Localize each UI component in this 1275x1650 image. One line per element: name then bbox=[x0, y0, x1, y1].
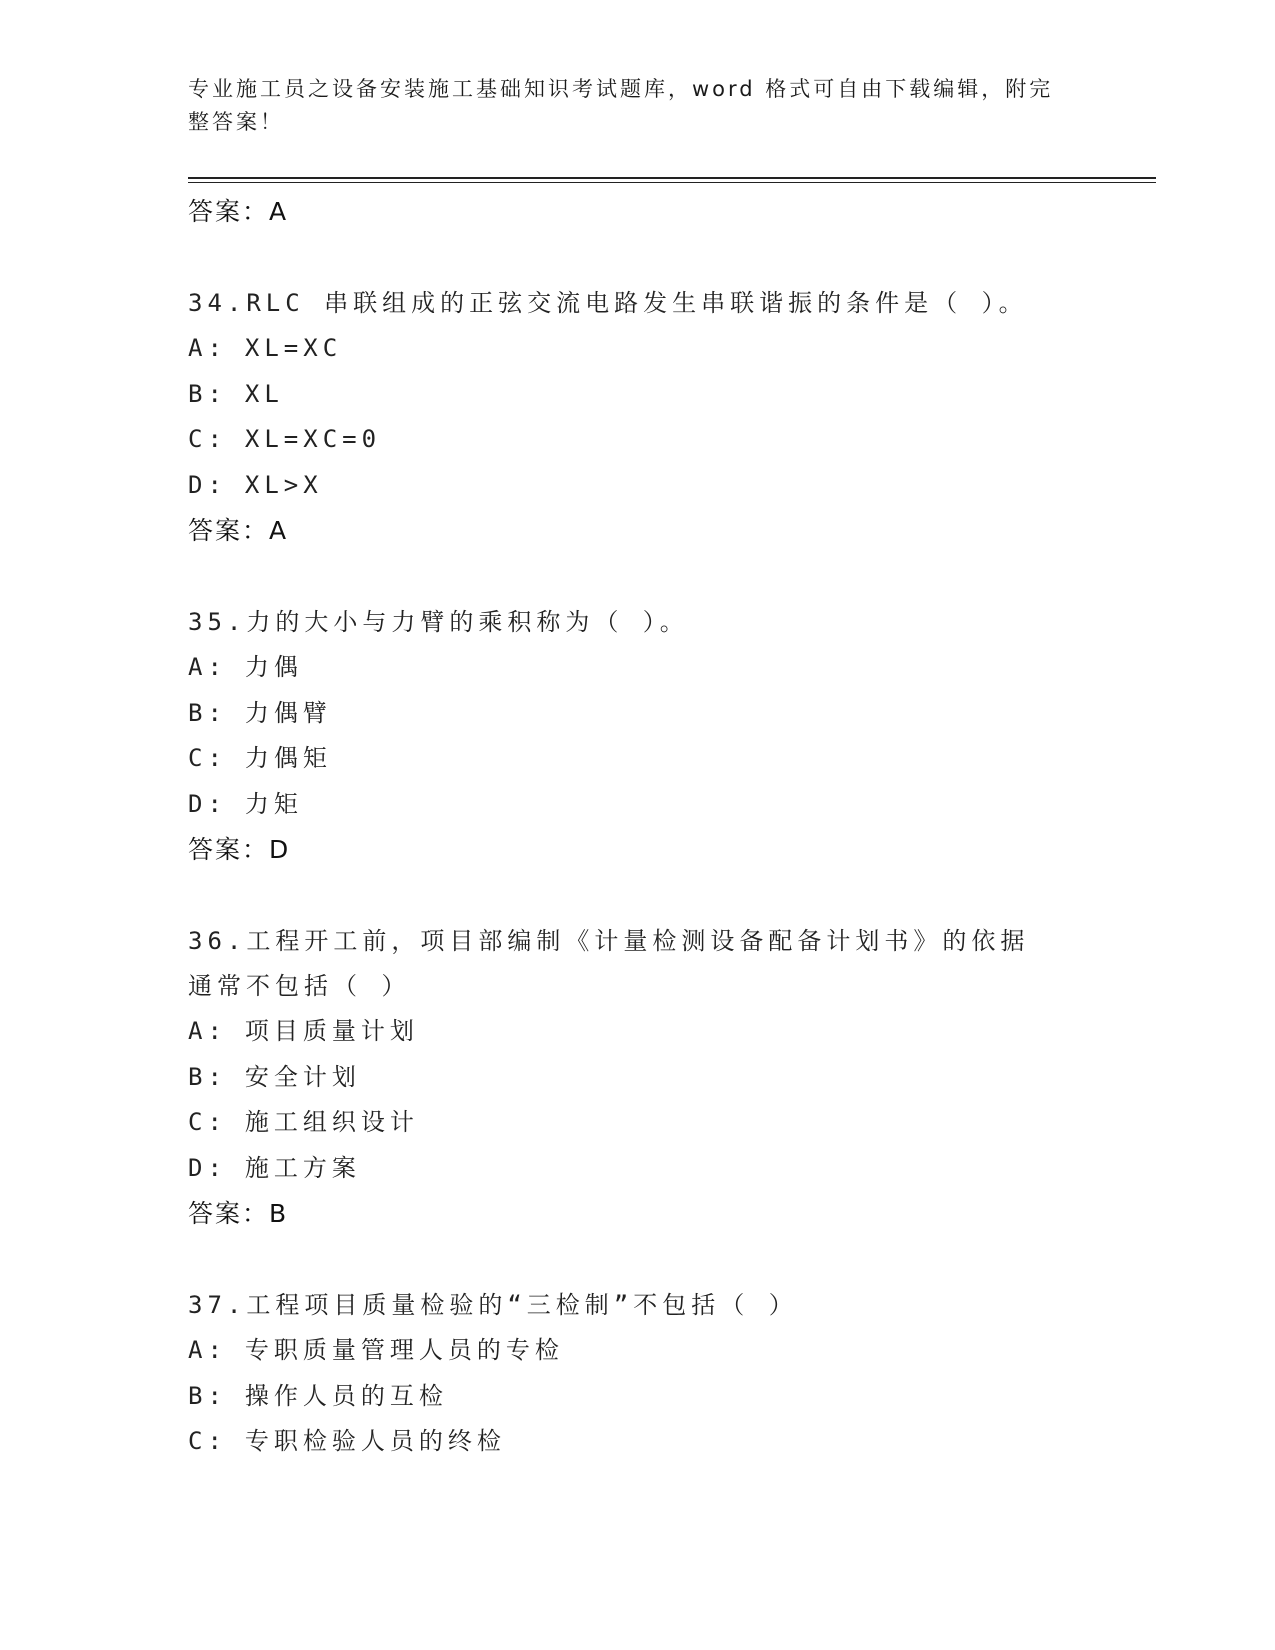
option-key: D: bbox=[188, 1153, 227, 1182]
option-text: XL bbox=[244, 379, 284, 408]
spacer bbox=[188, 234, 1088, 281]
option-b bbox=[188, 1055, 1088, 1101]
option-d bbox=[188, 1146, 1088, 1192]
option-text: 力矩 bbox=[244, 789, 303, 818]
option-d bbox=[188, 463, 1088, 509]
option-key: A: bbox=[188, 1017, 227, 1045]
option-c bbox=[188, 736, 1088, 782]
option-key: D: bbox=[188, 789, 227, 818]
option-a bbox=[188, 645, 1088, 691]
option-key: B: bbox=[188, 698, 227, 727]
option-text: 项目质量计划 bbox=[244, 1017, 419, 1045]
option-key: A: bbox=[188, 1336, 227, 1364]
answer-line: 答案：B bbox=[188, 1199, 289, 1228]
option-text: 力偶 bbox=[244, 653, 303, 681]
question-item bbox=[188, 919, 1088, 1236]
option-text: 安全计划 bbox=[244, 1062, 361, 1091]
option-b bbox=[188, 691, 1088, 737]
option-key: B: bbox=[188, 1381, 227, 1410]
option-text: XL=XC=0 bbox=[244, 425, 382, 453]
option-b bbox=[188, 1374, 1088, 1420]
option-key: B: bbox=[188, 379, 227, 408]
option-key: A: bbox=[188, 334, 227, 362]
question-text: 36.工程开工前，项目部编制《计量检测设备配备计划书》的依据通常不包括（ ） bbox=[188, 927, 1030, 1000]
question-item bbox=[188, 281, 1088, 553]
option-text: XL>X bbox=[244, 470, 323, 499]
option-text: 施工方案 bbox=[244, 1153, 361, 1182]
question-text: 37.工程项目质量检验的“三检制”不包括（ ） bbox=[188, 1291, 798, 1319]
option-a bbox=[188, 326, 1088, 372]
option-key: C: bbox=[188, 1427, 227, 1455]
option-text: 施工组织设计 bbox=[244, 1108, 419, 1136]
question-list bbox=[188, 189, 1088, 1465]
option-key: C: bbox=[188, 744, 227, 772]
option-key: B: bbox=[188, 1062, 227, 1091]
option-text: 专职质量管理人员的专检 bbox=[244, 1336, 564, 1364]
option-c bbox=[188, 1100, 1088, 1146]
option-text: 专职检验人员的终检 bbox=[244, 1427, 506, 1455]
option-a bbox=[188, 1328, 1088, 1374]
option-text: XL=XC bbox=[244, 334, 343, 362]
option-d bbox=[188, 782, 1088, 828]
spacer bbox=[188, 872, 1088, 919]
spacer bbox=[188, 553, 1088, 600]
option-key: C: bbox=[188, 425, 227, 453]
header-divider bbox=[188, 177, 1156, 179]
option-c bbox=[188, 1419, 1088, 1465]
question-text: 34.RLC 串联组成的正弦交流电路发生串联谐振的条件是（ ）。 bbox=[188, 289, 1028, 317]
option-text: 力偶臂 bbox=[244, 698, 332, 727]
answer-line: 答案：D bbox=[188, 835, 291, 864]
document-header: 专业施工员之设备安装施工基础知识考试题库，word 格式可自由下载编辑，附完整答案！ bbox=[188, 77, 1054, 134]
option-b bbox=[188, 372, 1088, 418]
header-divider-thin bbox=[188, 182, 1156, 183]
option-text: 力偶矩 bbox=[244, 744, 332, 772]
option-a bbox=[188, 1009, 1088, 1055]
answer-line: 答案：A bbox=[188, 197, 289, 226]
option-c bbox=[188, 417, 1088, 463]
option-key: A: bbox=[188, 653, 227, 681]
question-item bbox=[188, 600, 1088, 872]
option-key: C: bbox=[188, 1108, 227, 1136]
option-key: D: bbox=[188, 470, 227, 499]
spacer bbox=[188, 1236, 1088, 1283]
question-text: 35.力的大小与力臂的乘积称为（ ）。 bbox=[188, 608, 689, 636]
answer-line: 答案：A bbox=[188, 516, 289, 545]
option-text: 操作人员的互检 bbox=[244, 1381, 448, 1410]
question-item bbox=[188, 1283, 1088, 1465]
